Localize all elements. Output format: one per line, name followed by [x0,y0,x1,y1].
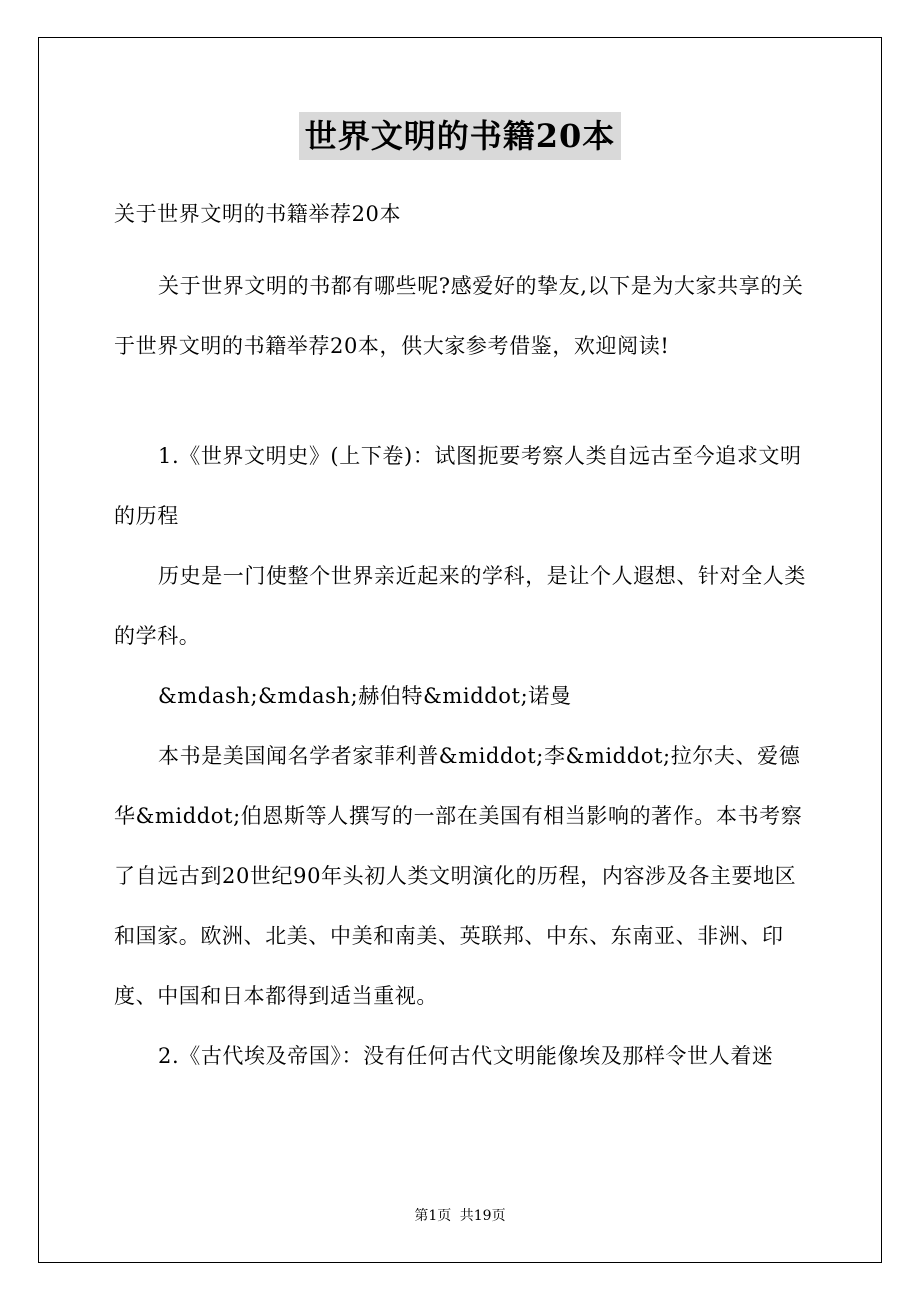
quote-attribution: &mdash;&mdash;赫伯特&middot;诺曼 [158,684,572,708]
document-subtitle: 关于世界文明的书籍举荐20本 [114,202,402,226]
body-paragraph: 本书是美国闻名学者家菲利普&middot;李&middot;拉尔夫、爱德华&middot;伯恩斯等人撰写的一部在美国有相当影响的著作。本书考察了自远古到20世纪90年头初人类文明演化的历程，内容涉及各主要地区和国家。欧洲、北美、中美和南美、英联邦、中东、东南亚、非洲、印度、中国和日本都得到适当重视。 [114,744,803,1008]
page-number: 第1页 [414,1208,452,1224]
intro-paragraph: 关于世界文明的书都有哪些呢?感爱好的挚友,以下是为大家共享的关于世界文明的书籍举荐20本，供大家参考借鉴，欢迎阅读! [114,274,804,358]
book-heading-1: 1.《世界文明史》(上下卷)：试图扼要考察人类自远古至今追求文明的历程 [114,444,802,528]
body-paragraph: 历史是一门使整个世界亲近起来的学科，是让个人遐想、针对全人类的学科。 [114,564,806,648]
page-footer [0,1206,920,1226]
title-container [0,112,920,160]
page-total: 共19页 [459,1208,506,1224]
document-title: 世界文明的书籍20本 [299,112,622,160]
book-heading-2: 2.《古代埃及帝国》：没有任何古代文明能像埃及那样令世人着迷 [158,1044,774,1068]
